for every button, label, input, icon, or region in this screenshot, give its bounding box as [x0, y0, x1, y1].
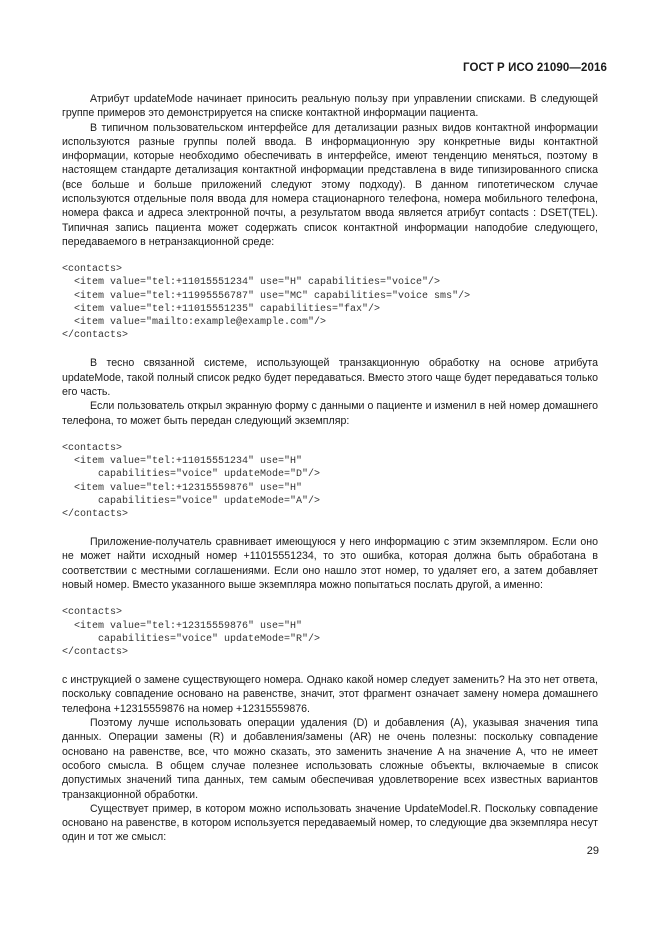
code-block-2: <contacts> <item value="tel:+11015551234" use="H" capabilities="voice" updateMode="D"/> <item value="tel:+12315559876" use="H" capabilities="voice" updateMode="A"/> </contacts> [62, 442, 321, 520]
paragraph-8: Существует пример, в котором можно использовать значение UpdateModel.R. Поскольку совпадение основано на равенстве, в котором используется передаваемый номер, то следующие два экземпляра несут один и тот же смысл: [62, 802, 598, 844]
standard-header: ГОСТ Р ИСО 21090—2016 [462, 62, 607, 74]
paragraph-5: Приложение-получатель сравнивает имеющуюся у него информацию с этим экземпляром. Если оно не может найти исходный номер +11015551234, то это ошибка, которая должна быть обработана в соответствии с местными соглашениями. Если оно нашло этот номер, то удаляет его, а затем добавляет новый номер. Вместо указанного выше экземпляра можно попытаться послать другой, а именно: [62, 536, 598, 592]
paragraph-7: Поэтому лучше использовать операции удаления (D) и добавления (A), указывая значения типа данных. Операции замены (R) и добавления/замены (AR) не очень полезны: поскольку совпадение основано на равенстве, все, что можно сказать, это заменить значение A на значение A, что не имеет особого смысла. В общем случае полезнее использовать сложные объекты, включаемые в список допустимых значений типа данных, тем самым обеспечивая удовлетворение всех известных вариантов транзакционной обработки. [62, 717, 598, 801]
paragraph-4: Если пользователь открыл экранную форму с данными о пациенте и изменил в ней номер домашнего телефона, то может быть передан следующий экземпляр: [62, 400, 598, 427]
code-block-1: <contacts> <item value="tel:+11015551234" use="H" capabilities="voice"/> <item value="tel:+11995556787" use="MC" capabilities="voice sms"/> <item value="tel:+11015551235" capabilities="fax"/> <item value="mailto:example@example.com"/> </contacts> [62, 264, 471, 342]
document-body [62, 92, 598, 845]
paragraph-6: с инструкцией о замене существующего номера. Однако какой номер следует заменить? На это нет ответа, поскольку совпадение основано на равенстве, значит, этот фрагмент означает замену номера домашнего телефона +12315559876 на номер +12315559876. [62, 674, 598, 715]
paragraph-3: В тесно связанной системе, использующей транзакционную обработку на основе атрибута updateMode, такой полный список редко будет передаваться. Вместо этого чаще будет передаваться только его часть. [62, 357, 598, 399]
paragraph-2: В типичном пользовательском интерфейсе для детализации разных видов контактной информации используются разные группы полей ввода. В информационную эру конкретные виды контактной информации, которые необходимо обеспечивать в интерфейсе, имеют тенденцию меняться, поэтому в настоящем стандарте детализация контактной информации представлена в виде типизированного списка (все больше и больше приложений следуют этому подходу). В данном гипотетическом случае используются отдельные поля ввода для номера стационарного телефона, номера мобильного телефона, номера факса и адреса электронной почты, а результатом ввода является атрибут contacts : DSET(TEL). Типичная запись пациента может содержать список контактной информации наподобие следующего, передаваемого в нетранзакционной среде: [62, 121, 598, 248]
code-block-3: <contacts> <item value="tel:+12315559876" use="H" capabilities="voice" updateMode="R"/> </contacts> [62, 607, 321, 658]
page-number: 29 [586, 845, 599, 857]
paragraph-1: Атрибут updateMode начинает приносить реальную пользу при управлении списками. В следующей группе примеров это демонстрируется на списке контактной информации пациента. [62, 93, 598, 120]
